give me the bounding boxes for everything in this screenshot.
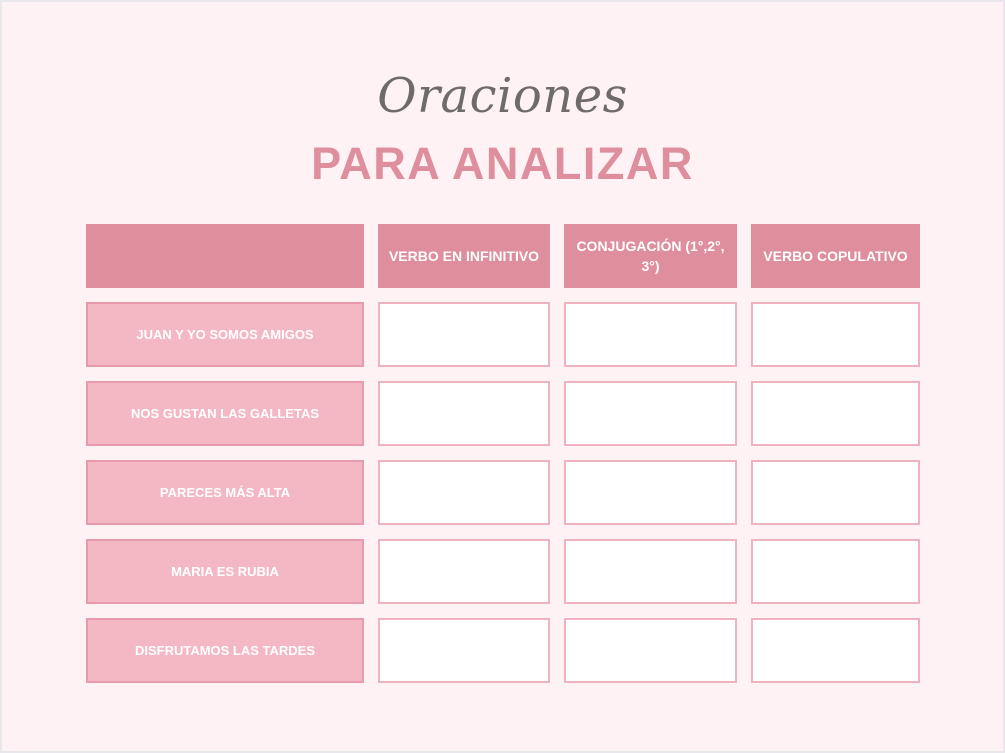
answer-cell[interactable]: [378, 381, 550, 446]
sentence-label: MARIA ES RUBIA: [86, 539, 364, 604]
table-header-blank: [86, 224, 364, 288]
worksheet-page: [2, 2, 1003, 751]
answer-cell[interactable]: [378, 460, 550, 525]
answer-cell[interactable]: [378, 539, 550, 604]
main-title: PARA ANALIZAR: [311, 138, 694, 189]
answer-cell[interactable]: [751, 302, 920, 367]
column-header-verbo-infinitivo: VERBO EN INFINITIVO: [378, 224, 550, 288]
column-header-conjugacion: CONJUGACIÓN (1°,2°, 3°): [564, 224, 737, 288]
sentence-label: NOS GUSTAN LAS GALLETAS: [86, 381, 364, 446]
answer-cell[interactable]: [564, 539, 737, 604]
sentence-label: PARECES MÁS ALTA: [86, 460, 364, 525]
answer-cell[interactable]: [751, 539, 920, 604]
answer-cell[interactable]: [564, 381, 737, 446]
script-title: Oraciones: [377, 68, 628, 124]
answer-cell[interactable]: [751, 618, 920, 683]
answer-cell[interactable]: [751, 460, 920, 525]
answer-cell[interactable]: [378, 302, 550, 367]
answer-cell[interactable]: [564, 618, 737, 683]
answer-cell[interactable]: [564, 302, 737, 367]
answer-cell[interactable]: [751, 381, 920, 446]
sentence-label: DISFRUTAMOS LAS TARDES: [86, 618, 364, 683]
answer-cell[interactable]: [564, 460, 737, 525]
sentence-label: JUAN Y YO SOMOS AMIGOS: [86, 302, 364, 367]
answer-cell[interactable]: [378, 618, 550, 683]
column-header-verbo-copulativo: VERBO COPULATIVO: [751, 224, 920, 288]
